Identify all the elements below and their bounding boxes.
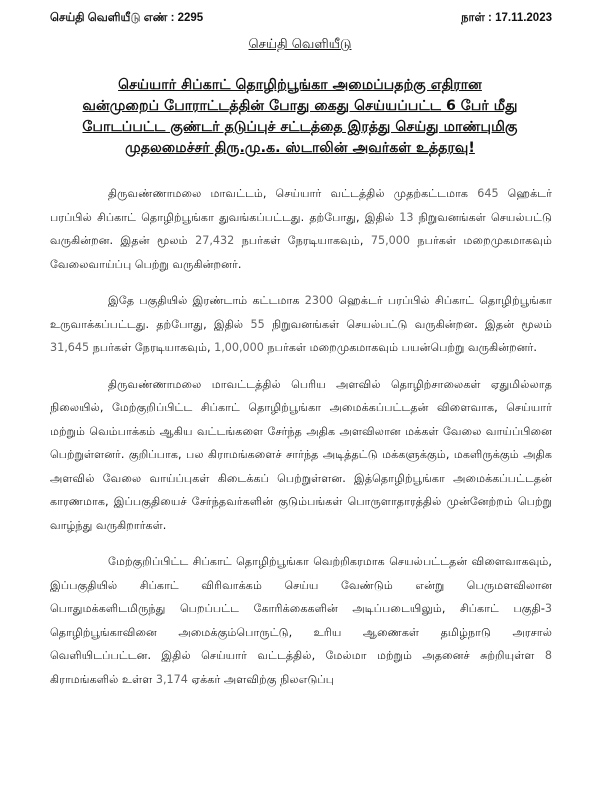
release-number: செய்தி வெளியீடு எண் : 2295 — [50, 12, 204, 24]
headline-line: போடப்பட்ட குண்டர் தடுப்புச் சட்டத்தை இரத்து செய்து மாண்புமிகு — [82, 119, 518, 135]
number: 55 — [250, 317, 265, 331]
paragraph: மேற்குறிப்பிட்ட சிப்காட் தொழிற்பூங்கா வெற்றிகரமாக செயல்பட்டதன் விளைவாகவும், இப்பகுதியில் சிப்காட் விரிவாக்கம் செய்ய வேண்டும் என்று பெருமளவிலான பொதுமக்களிடமிருந்து பெறப்பட்ட கோரிக்கைகளின் அடிப்படையிலும், சிப்காட் பகுதி-3 தொழிற்பூங்காவினை அமைக்கும்பொருட்டு, உரிய ஆணைகள் தமிழ்நாடு அரசால் வெளியிடப்பட்டன. இதில் செய்யார் வட்டத்தில், மேல்மா மற்றும் அதனைச் சுற்றியுள்ள 8 கிராமங்களில் உள்ள 3,174 ஏக்கர் அளவிற்கு நிலஎடுப்பு — [50, 555, 552, 686]
document-title: செய்தி வெளியீடு — [248, 37, 352, 52]
headline-line: முதலமைச்சர் திரு.மு.க. ஸ்டாலின் அவர்கள் உத்தரவு! — [125, 140, 475, 156]
number: 31,645 — [50, 341, 90, 354]
document-body — [50, 182, 552, 704]
headline — [62, 75, 538, 159]
number: 8 — [544, 649, 552, 662]
number: 1,00,000 — [214, 341, 264, 354]
headline-line: வன்முறைப் போராட்டத்தின் போது கைது செய்யப்பட்ட 6 பேர் மீது — [82, 98, 518, 114]
number: 27,432 — [195, 234, 235, 247]
paragraph: திருவண்ணாமலை மாவட்டத்தில் பெரிய அளவில் தொழிற்சாலைகள் ஏதுமில்லாத நிலையில், மேற்குறிப்பிட்ட சிப்காட் தொழிற்பூங்கா அமைக்கப்பட்டதன் விளைவாக, செய்யார் மற்றும் வெம்பாக்கம் ஆகிய வட்டங்களை சேர்ந்த அதிக அளவிலான மக்கள் வேலை வாய்ப்பினை பெற்றுள்ளனர். குறிப்பாக, பல கிராமங்களைச் சார்ந்த அடித்தட்டு மக்களுக்கும், மகளிருக்கும் அதிக அளவில் வேலை வாய்ப்புகள் கிடைக்கப் பெற்றுள்ளன. இத்தொழிற்பூங்கா அமைக்கப்பட்டதன் காரணமாக, இப்பகுதியைச் சேர்ந்தவர்களின் குடும்பங்கள் பொருளாதாரத்தில் முன்னேற்றம் பெற்று வாழ்ந்து வருகிறார்கள். — [50, 377, 552, 532]
number: 13 — [399, 210, 414, 224]
number: 2300 — [304, 294, 334, 307]
release-date: நாள் : 17.11.2023 — [461, 12, 552, 24]
number: 645 — [477, 187, 499, 200]
number: 3,174 — [155, 672, 188, 686]
number: 75,000 — [370, 234, 411, 247]
headline-line: செய்யார் சிப்காட் தொழிற்பூங்கா அமைப்பதற்கு எதிரான — [118, 77, 482, 93]
number: 3 — [544, 602, 552, 615]
paragraph: திருவண்ணாமலை மாவட்டம், செய்யார் வட்டத்தில் முதற்கட்டமாக 645 ஹெக்டர் பரப்பில் சிப்காட் தொழிற்பூங்கா துவங்கப்பட்டது. தற்போது, இதில் 13 நிறுவனங்கள் செயல்பட்டு வருகின்றன. இதன் மூலம் 27,432 நபர்கள் நேரடியாகவும், 75,000 நபர்கள் மறைமுகமாகவும் வேலைவாய்ப்பு பெற்று வருகின்றனர். — [50, 187, 552, 271]
paragraph: இதே பகுதியில் இரண்டாம் கட்டமாக 2300 ஹெக்டர் பரப்பில் சிப்காட் தொழிற்பூங்கா உருவாக்கப்பட்டது. தற்போது, இதில் 55 நிறுவனங்கள் செயல்பட்டு வருகின்றன. இதன் மூலம் 31,645 நபர்கள் நேரடியாகவும், 1,00,000 நபர்கள் மறைமுகமாகவும் பயன்பெற்று வருகின்றனர். — [50, 294, 553, 354]
